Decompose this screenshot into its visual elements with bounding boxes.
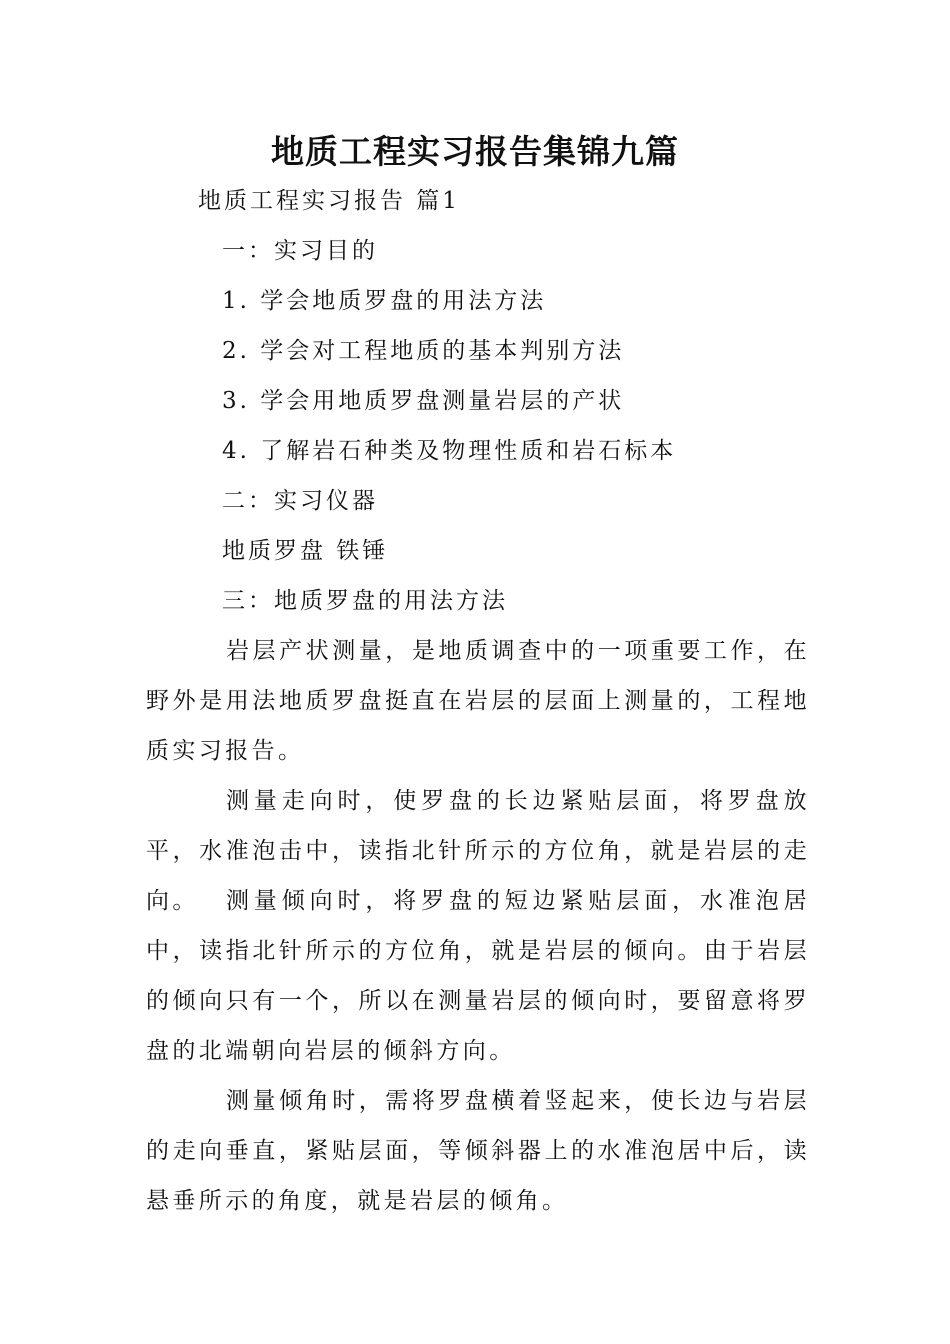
purpose-item: 2. 学会对工程地质的基本判别方法	[222, 338, 625, 364]
instruments-list: 地质罗盘 铁锤	[222, 538, 389, 564]
purpose-item: 1. 学会地质罗盘的用法方法	[222, 288, 547, 314]
purpose-item: 3. 学会用地质罗盘测量岩层的产状	[222, 388, 625, 414]
section-heading-compass-usage: 三：地质罗盘的用法方法	[222, 588, 508, 614]
section-heading-purpose: 一：实习目的	[222, 238, 378, 264]
body-paragraph: 测量倾角时，需将罗盘横着竖起来，使长边与岩层的走向垂直，紧贴层面，等倾斜器上的水准泡居中后，读悬垂所示的角度，就是岩层的倾角。	[146, 1088, 810, 1214]
purpose-item: 4. 了解岩石种类及物理性质和岩石标本	[222, 438, 677, 464]
body-paragraph: 测量倾向时，将罗盘的短边紧贴层面，水准泡居中，读指北针所示的方位角，就是岩层的倾向。由于岩层的倾向只有一个，所以在测量岩层的倾向时，要留意将罗盘的北端朝向岩层的倾斜方向。	[146, 888, 810, 1064]
section-heading-instruments: 二：实习仪器	[222, 488, 378, 514]
report-subtitle: 地质工程实习报告 篇1	[198, 188, 460, 214]
document-title: 地质工程实习报告集锦九篇	[271, 132, 679, 171]
body-paragraph: 岩层产状测量，是地质调查中的一项重要工作，在野外是用法地质罗盘挺直在岩层的层面上测量的，工程地质实习报告。	[146, 638, 810, 764]
body-paragraph: 测量走向时，使罗盘的长边紧贴层面，将罗盘放平，水准泡击中，读指北针所示的方位角，就是岩层的走向。	[146, 788, 810, 914]
